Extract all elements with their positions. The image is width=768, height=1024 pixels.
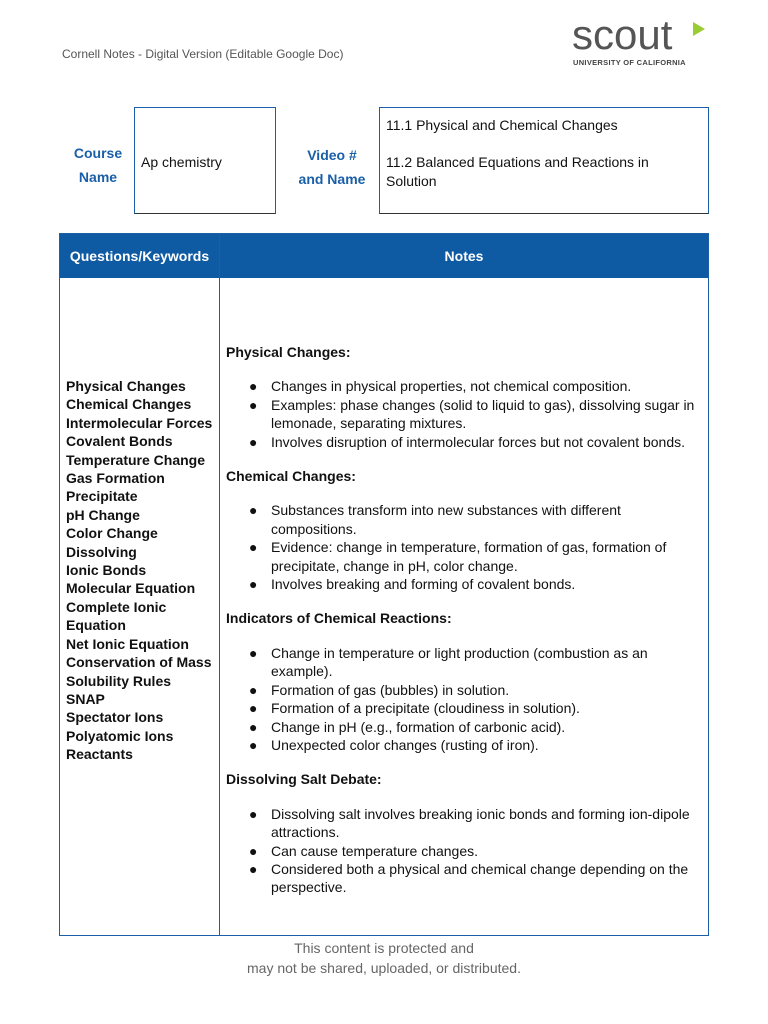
course-label-line2: Name: [78, 169, 118, 185]
bullet-dot-icon: ●: [249, 396, 258, 413]
bullet-item: [249, 501, 702, 538]
bullet-item: [249, 433, 702, 451]
bullet-dot-icon: ●: [249, 842, 258, 859]
bullet-text: Change in pH (e.g., formation of carbonic acid).: [271, 718, 566, 735]
bullet-dot-icon: ●: [249, 539, 258, 556]
bullet-item: [249, 538, 702, 575]
bullet-item: [249, 736, 702, 754]
bullet-dot-icon: ●: [249, 860, 258, 877]
bullet-dot-icon: ●: [249, 736, 258, 753]
course-name-label: [66, 141, 130, 189]
keyword-item: Complete Ionic: [66, 598, 167, 615]
bullet-item: [249, 718, 702, 736]
logo-subtitle: UNIVERSITY OF CALIFORNIA: [573, 58, 686, 67]
column-divider: [219, 234, 220, 935]
bullet-item: [249, 644, 702, 681]
keyword-item: pH Change: [66, 506, 140, 523]
bullet-list: [226, 805, 702, 897]
video-name-field[interactable]: [379, 107, 709, 214]
logo-wordmark: scout: [572, 11, 673, 58]
bullet-dot-icon: ●: [249, 805, 258, 822]
video-title-1: 11.1 Physical and Chemical Changes: [386, 117, 618, 133]
keyword-item: Gas Formation: [66, 470, 165, 487]
play-arrow-icon: [693, 22, 705, 36]
video-title-2-cont: Solution: [386, 173, 437, 189]
notes-header: Notes: [444, 248, 484, 264]
notes-content[interactable]: [226, 343, 702, 913]
bullet-item: [249, 699, 702, 717]
bullet-item: [249, 805, 702, 842]
table-header: [60, 234, 708, 278]
bullet-text: Dissolving salt involves breaking ionic bonds and forming ion-dipole attractions.: [271, 805, 690, 841]
bullet-item: [249, 377, 702, 395]
keyword-item: Chemical Changes: [66, 396, 192, 413]
bullet-item: [249, 396, 702, 433]
course-name-value: Ap chemistry: [141, 154, 222, 170]
keyword-item: Dissolving: [66, 543, 137, 560]
bullet-dot-icon: ●: [249, 700, 258, 717]
bullet-dot-icon: ●: [249, 681, 258, 698]
bullet-text: Considered both a physical and chemical change depending on the perspective.: [271, 860, 689, 896]
questions-keywords-header: Questions/Keywords: [69, 248, 210, 264]
bullet-item: [249, 842, 702, 860]
bullet-text: Evidence: change in temperature, formation of gas, formation of precipitate, change in pH, color change.: [271, 539, 667, 574]
course-label-line1: Course: [73, 145, 123, 161]
keyword-item: Spectator Ions: [66, 709, 164, 726]
bullet-dot-icon: ●: [249, 378, 258, 395]
bullet-list: [226, 644, 702, 754]
bullet-text: Formation of a precipitate (cloudiness in solution).: [271, 700, 580, 717]
section-title: Physical Changes:: [226, 344, 351, 360]
keyword-item: Molecular Equation: [66, 580, 196, 597]
course-name-field[interactable]: [134, 107, 276, 214]
video-label-line1: Video #: [307, 147, 357, 163]
cornell-notes-table: [59, 233, 709, 936]
footer-line-2: may not be shared, uploaded, or distributed.: [247, 960, 521, 976]
bullet-text: Substances transform into new substances with different compositions.: [271, 502, 621, 537]
keyword-item: Ionic Bonds: [66, 562, 147, 579]
video-label-line2: and Name: [298, 171, 366, 187]
bullet-list: [226, 377, 702, 451]
section-title: Dissolving Salt Debate:: [226, 771, 382, 788]
keyword-item: Temperature Change: [66, 451, 205, 468]
document-title: Cornell Notes - Digital Version (Editable Google Doc): [62, 47, 344, 61]
keyword-item: Precipitate: [66, 488, 138, 505]
section-title: Chemical Changes:: [226, 468, 356, 485]
bullet-text: Unexpected color changes (rusting of iron).: [271, 736, 539, 753]
keyword-item: Reactants: [66, 746, 133, 763]
bullet-list: [226, 501, 702, 593]
bullet-text: Involves breaking and forming of covalent bonds.: [271, 576, 576, 593]
footer-line-1: This content is protected and: [294, 940, 474, 956]
section-title: Indicators of Chemical Reactions:: [226, 610, 452, 627]
keywords-list[interactable]: [66, 377, 212, 764]
bullet-dot-icon: ●: [249, 433, 258, 450]
video-name-label: [294, 143, 370, 191]
keyword-item: Net Ionic Equation: [66, 635, 189, 652]
bullet-text: Formation of gas (bubbles) in solution.: [271, 681, 510, 698]
bullet-text: Involves disruption of intermolecular forces but not covalent bonds.: [271, 433, 686, 450]
bullet-item: [249, 681, 702, 699]
keyword-item: Covalent Bonds: [66, 433, 173, 450]
keyword-item: Intermolecular Forces: [66, 414, 213, 431]
keyword-item: Color Change: [66, 525, 158, 542]
bullet-dot-icon: ●: [249, 718, 258, 735]
keyword-item: Physical Changes: [66, 378, 186, 394]
bullet-dot-icon: ●: [249, 502, 258, 519]
keyword-item: Polyatomic Ions: [66, 727, 174, 744]
keyword-item: Equation: [66, 617, 126, 634]
keyword-item: SNAP: [66, 690, 105, 707]
bullet-text: Can cause temperature changes.: [271, 842, 479, 859]
bullet-text: Change in temperature or light production (combustion as an example).: [271, 644, 648, 680]
bullet-dot-icon: ●: [249, 644, 258, 661]
bullet-dot-icon: ●: [249, 576, 258, 593]
scout-logo: [572, 11, 712, 70]
bullet-text: Examples: phase changes (solid to liquid to gas), dissolving sugar in lemonade, separating mixtures.: [271, 396, 695, 432]
video-title-2: 11.2 Balanced Equations and Reactions in: [386, 154, 649, 170]
bullet-item: [249, 575, 702, 593]
bullet-item: [249, 860, 702, 897]
bullet-text: Changes in physical properties, not chemical composition.: [271, 378, 632, 395]
copyright-notice: [0, 938, 768, 978]
keyword-item: Solubility Rules: [66, 672, 172, 689]
keyword-item: Conservation of Mass: [66, 654, 212, 671]
